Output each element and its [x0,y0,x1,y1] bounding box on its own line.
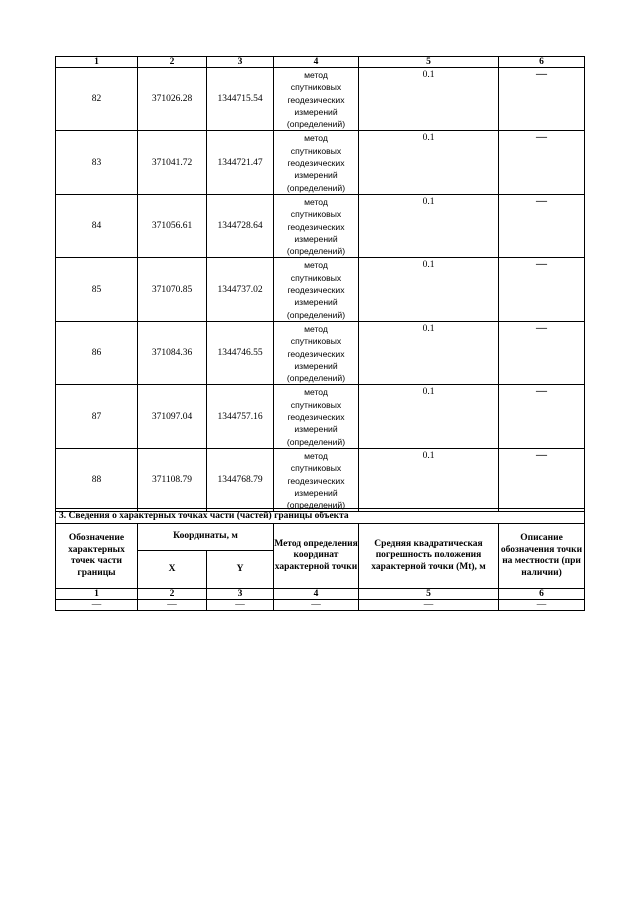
coord-x: 371041.72 [138,131,207,194]
column-number: 4 [274,589,359,600]
header-description: Описание обозначения точки на местности (при наличии) [499,524,585,589]
empty-cell: — [56,600,138,611]
method-line: (определений) [286,373,346,384]
method-line: (определений) [286,119,346,130]
method-line: измерений [294,297,338,308]
point-number: 86 [56,321,138,384]
coord-x: 371084.36 [138,321,207,384]
column-number: 2 [138,57,207,68]
table-row [56,258,585,321]
method-line: (определений) [286,309,346,320]
method-line: измерений [294,360,338,371]
method-line: метод [304,133,328,144]
point-number: 85 [56,258,138,321]
column-number: 3 [207,57,274,68]
empty-cell: — [207,600,274,611]
method-line: геодезических [287,158,345,169]
boundary-points-table [55,56,585,512]
method-line: (определений) [286,500,346,511]
method-line: геодезических [287,348,345,359]
column-number: 1 [56,57,138,68]
method-line: измерений [294,233,338,244]
description-value: — [499,194,585,257]
section-title: 3. Сведения о характерных точках части (частей) границы объекта [56,509,585,524]
table-row [56,194,585,257]
method-line: спутниковых [290,463,342,474]
column-number: 3 [207,589,274,600]
method-line: метод [304,260,328,271]
header-x: X [138,551,207,589]
empty-cell: — [138,600,207,611]
method-cell [274,68,359,131]
method-line: метод [304,70,328,80]
method-line: метод [304,387,328,398]
description-value: — [499,258,585,321]
method-line: геодезических [287,94,345,105]
table-row [56,131,585,194]
method-line: (определений) [286,246,346,257]
error-value: 0.1 [359,385,499,448]
coord-x: 371070.85 [138,258,207,321]
table-row [56,68,585,131]
coord-y: 1344715.54 [207,68,274,131]
empty-cell: — [359,600,499,611]
method-line: спутниковых [290,272,342,283]
section-title-row [56,509,585,524]
method-line: спутниковых [290,82,342,93]
description-value: — [499,448,585,511]
header-coordinates: Координаты, м [138,524,274,551]
method-line: измерений [294,106,338,117]
header-error: Средняя квадратическая погрешность положения характерной точки (Mt), м [359,524,499,589]
column-number: 4 [274,57,359,68]
coord-x: 371026.28 [138,68,207,131]
table-row [56,321,585,384]
column-number: 5 [359,57,499,68]
method-line: метод [304,450,328,461]
column-number-row [56,589,585,600]
error-value: 0.1 [359,194,499,257]
method-cell [274,258,359,321]
error-value: 0.1 [359,258,499,321]
header-method: Метод определения координат характерной точки [274,524,359,589]
method-line: измерений [294,424,338,435]
table-row [56,448,585,511]
column-number: 1 [56,589,138,600]
description-value: — [499,321,585,384]
column-number: 6 [499,57,585,68]
method-line: геодезических [287,475,345,486]
point-number: 87 [56,385,138,448]
method-line: метод [304,323,328,334]
coord-y: 1344721.47 [207,131,274,194]
coord-x: 371056.61 [138,194,207,257]
method-cell [274,321,359,384]
column-number: 5 [359,589,499,600]
method-cell [274,448,359,511]
header-row [56,524,585,551]
point-number: 88 [56,448,138,511]
column-number-row [56,57,585,68]
method-cell [274,194,359,257]
method-line: спутниковых [290,209,342,220]
method-cell [274,385,359,448]
error-value: 0.1 [359,321,499,384]
coord-y: 1344737.02 [207,258,274,321]
method-cell [274,131,359,194]
description-value: — [499,68,585,131]
column-number: 2 [138,589,207,600]
coord-y: 1344768.79 [207,448,274,511]
empty-data-row [56,600,585,611]
point-number: 82 [56,68,138,131]
method-line: спутниковых [290,145,342,156]
method-line: спутниковых [290,336,342,347]
point-number: 84 [56,194,138,257]
part-boundary-points-table [55,508,585,611]
method-line: (определений) [286,436,346,447]
column-number: 6 [499,589,585,600]
coord-y: 1344728.64 [207,194,274,257]
method-line: геодезических [287,221,345,232]
header-designation: Обозначение характерных точек части границы [56,524,138,589]
method-line: измерений [294,170,338,181]
point-number: 83 [56,131,138,194]
method-line: геодезических [287,412,345,423]
empty-cell: — [274,600,359,611]
error-value: 0.1 [359,131,499,194]
error-value: 0.1 [359,448,499,511]
method-line: геодезических [287,285,345,296]
method-line: метод [304,196,328,207]
coord-y: 1344757.16 [207,385,274,448]
description-value: — [499,385,585,448]
table-row [56,385,585,448]
error-value: 0.1 [359,68,499,131]
coord-y: 1344746.55 [207,321,274,384]
empty-cell: — [499,600,585,611]
method-line: (определений) [286,182,346,193]
description-value: — [499,131,585,194]
coord-x: 371108.79 [138,448,207,511]
coord-x: 371097.04 [138,385,207,448]
method-line: измерений [294,487,338,498]
method-line: спутниковых [290,399,342,410]
header-y: Y [207,551,274,589]
